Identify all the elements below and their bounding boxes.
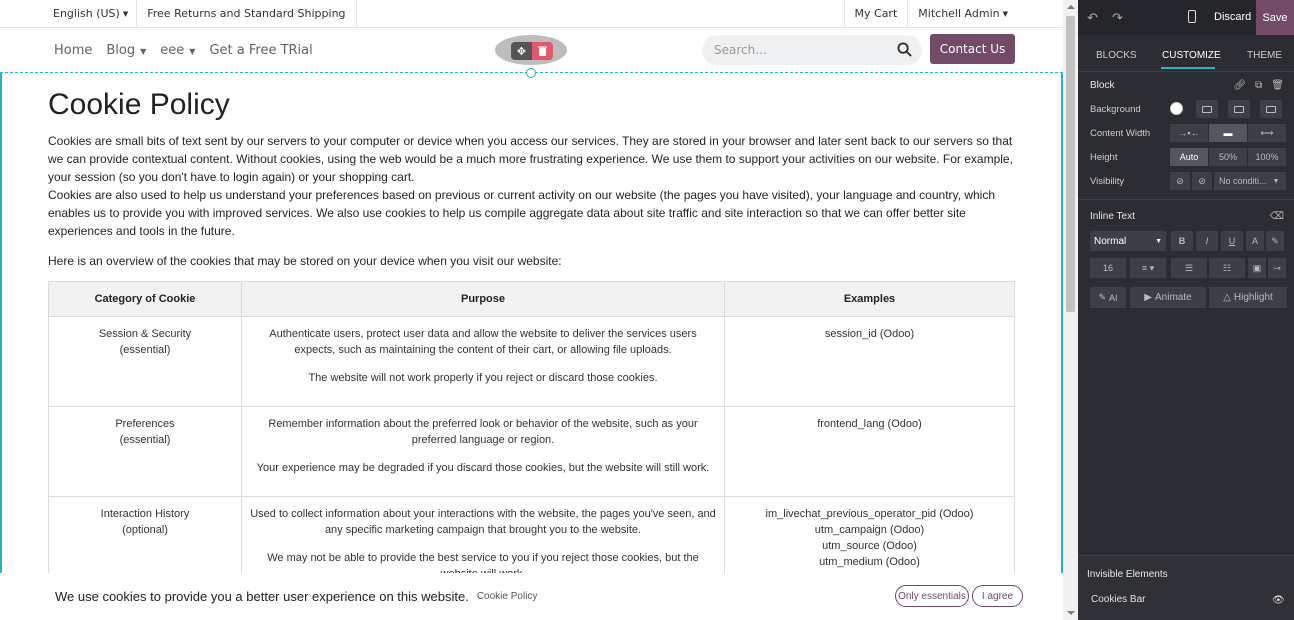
my-cart-link[interactable]: My Cart	[844, 0, 908, 28]
search-icon[interactable]	[897, 42, 912, 57]
table-row	[49, 407, 1015, 497]
highlight-color-icon[interactable]: ✎	[1266, 231, 1284, 251]
top-bar	[0, 0, 1063, 28]
search-input[interactable]: Search...	[714, 43, 767, 57]
nav-blog[interactable]	[106, 43, 146, 58]
category-cell	[49, 317, 242, 407]
user-name: Mitchell Admin	[918, 7, 1000, 20]
example-item: im_livechat_previous_operator_pid (Odoo)	[765, 508, 974, 520]
height-label: Height	[1090, 151, 1118, 163]
width-full-icon[interactable]: ⟷	[1248, 124, 1286, 142]
redo-icon[interactable]: ↷	[1112, 10, 1123, 25]
caret-down-icon: ▼	[1272, 177, 1280, 185]
tab-customize[interactable]: CUSTOMIZE	[1162, 50, 1221, 61]
cookie-policy-link[interactable]: Cookie Policy	[476, 591, 538, 602]
content-width-option	[1078, 121, 1294, 145]
text-format-row	[1078, 228, 1294, 255]
category-note: (optional)	[122, 524, 168, 536]
invisible-item-cookies-bar[interactable]: Cookies Bar	[1091, 594, 1146, 605]
scroll-up-arrow-icon[interactable]	[1067, 5, 1075, 9]
undo-icon[interactable]: ↶	[1087, 10, 1098, 25]
visibility-option	[1078, 169, 1294, 193]
caret-down-icon: ▼	[1002, 9, 1008, 18]
highlight-icon: △	[1223, 292, 1231, 303]
search-bar[interactable]	[702, 35, 922, 65]
examples-cell	[725, 407, 1015, 497]
only-essentials-button[interactable]: Only essentials	[895, 585, 969, 607]
language-label: English (US)	[53, 7, 120, 20]
category-note: (essential)	[119, 344, 171, 356]
text-paragraph-row	[1078, 255, 1294, 282]
language-selector[interactable]	[0, 0, 137, 28]
ai-label: AI	[1109, 292, 1118, 303]
magic-wand-icon: ✎	[1098, 292, 1107, 302]
nav-blog-label: Blog	[106, 42, 136, 58]
scroll-down-arrow-icon[interactable]	[1067, 611, 1075, 615]
overview-paragraph[interactable]: Here is an overview of the cookies that may be stored on your device when you visit our website:	[48, 254, 562, 268]
ai-button[interactable]	[1090, 287, 1126, 308]
logo-overlay-tools	[511, 42, 553, 60]
play-icon: ▶	[1144, 292, 1152, 303]
intro-paragraph-2[interactable]: Cookies are also used to help us understand your preferences based on previous or current activity on our website (the pages you have visited), your language and country, which enables us to provide you with improved services. We also use cookies to help us compile aggregate data about site traffic and site interaction so that we can offer better site experiences and tools in the future.	[48, 188, 995, 238]
cookie-consent-bar	[0, 573, 1063, 620]
caret-down-icon: ▼	[140, 46, 147, 56]
nav-eee[interactable]	[160, 43, 195, 58]
visibility-select[interactable]	[1214, 172, 1286, 190]
visibility-value: No conditi...	[1219, 176, 1267, 186]
animate-button[interactable]	[1130, 287, 1206, 308]
active-tab-indicator	[1161, 67, 1215, 69]
column-header: Examples	[725, 282, 1015, 317]
nav-eee-label: eee	[160, 42, 185, 58]
example-item: session_id (Odoo)	[824, 328, 915, 340]
text-style-select[interactable]	[1090, 231, 1166, 251]
example-item: utm_medium (Odoo)	[819, 556, 920, 568]
category-name: Session & Security	[98, 328, 192, 340]
example-item: utm_campaign (Odoo)	[814, 524, 925, 536]
highlight-label: Highlight	[1233, 292, 1273, 303]
cookie-message: We use cookies to provide you a better user experience on this website.	[55, 589, 469, 604]
align-select-icon[interactable]: ≡ ▾	[1130, 258, 1166, 278]
underline-button[interactable]: U	[1221, 231, 1243, 251]
invisible-elements-title: Invisible Elements	[1087, 569, 1168, 580]
bold-button[interactable]: B	[1171, 231, 1193, 251]
italic-button[interactable]: I	[1196, 231, 1218, 251]
nav-home[interactable]: Home	[54, 42, 93, 58]
highlight-button[interactable]	[1209, 287, 1287, 308]
scrollbar-thumb[interactable]	[1066, 16, 1075, 312]
tab-blocks[interactable]: BLOCKS	[1096, 50, 1137, 61]
table-header-row	[49, 282, 1015, 317]
save-button[interactable]: Save	[1256, 0, 1294, 35]
purpose-text: Remember information about the preferred look or behavior of the website, such as your preferred language or region.	[268, 418, 698, 446]
caret-down-icon: ▼	[1155, 237, 1162, 245]
invisible-elements-panel	[1078, 555, 1294, 620]
purpose-text: Used to collect information about your interactions with the website, the pages you've seen, and any specific marketing campaign that brought you to the website.	[250, 508, 716, 536]
column-header: Category of Cookie	[49, 282, 242, 317]
text-style-value: Normal	[1094, 235, 1127, 247]
i-agree-button[interactable]: I agree	[972, 585, 1023, 607]
text-tools-row	[1078, 282, 1294, 312]
page-title: Cookie Policy	[48, 88, 230, 121]
trash-icon[interactable]: 🗑︎	[1271, 80, 1284, 91]
numbered-list-icon[interactable]: ☷	[1209, 258, 1245, 278]
inline-text-title: Inline Text	[1090, 210, 1135, 222]
link-icon[interactable]: ⊸	[1268, 258, 1286, 278]
purpose-text: Authenticate users, protect user data and allow the website to deliver the services users expects, such as maintaining the content of their cart, or allowing file uploads.	[269, 328, 697, 356]
promo-text: Free Returns and Standard Shipping	[137, 0, 356, 28]
bullet-list-icon[interactable]: ☰	[1171, 258, 1207, 278]
block-section-header	[1078, 73, 1294, 97]
text-color-icon[interactable]: A	[1246, 231, 1264, 251]
editor-toolbar	[1078, 0, 1294, 35]
contact-us-button[interactable]: Contact Us	[930, 34, 1015, 64]
eraser-icon[interactable]: ⌫	[1269, 211, 1284, 222]
user-menu[interactable]	[907, 0, 1063, 28]
background-shape-icon[interactable]	[1260, 100, 1282, 118]
trash-icon[interactable]	[532, 42, 553, 60]
caret-down-icon: ▼	[189, 46, 196, 56]
purpose-note: The website will not work properly if you reject or discard those cookies.	[308, 372, 658, 384]
column-header: Purpose	[242, 282, 725, 317]
purpose-cell	[242, 317, 725, 407]
table-row	[49, 317, 1015, 407]
background-color-swatch[interactable]	[1170, 102, 1183, 115]
visibility-label: Visibility	[1090, 175, 1125, 187]
discard-button[interactable]: Discard	[1214, 11, 1252, 23]
cookie-table	[48, 281, 1015, 592]
width-regular-icon[interactable]: ▬	[1209, 124, 1247, 142]
editor-panel	[1078, 0, 1294, 620]
category-cell	[49, 407, 242, 497]
animate-label: Animate	[1155, 292, 1192, 303]
content-width-label: Content Width	[1090, 127, 1151, 139]
purpose-note: Your experience may be degraded if you discard those cookies, but the website will still work.	[256, 462, 710, 474]
nav-free-trial[interactable]: Get a Free TRial	[209, 42, 313, 58]
mobile-preview-icon[interactable]	[1188, 10, 1196, 23]
page-scrollbar[interactable]	[1063, 0, 1078, 620]
hide-desktop-icon[interactable]: ⊘	[1170, 172, 1190, 190]
background-option	[1078, 97, 1294, 121]
height-50-button[interactable]: 50%	[1209, 148, 1247, 166]
background-image-icon[interactable]	[1196, 100, 1218, 118]
inline-text-section-header	[1078, 204, 1294, 228]
purpose-cell	[242, 407, 725, 497]
block-title: Block	[1090, 79, 1115, 91]
font-size-input[interactable]: 16	[1090, 258, 1126, 278]
example-item: utm_source (Odoo)	[822, 540, 917, 552]
intro-paragraph-1[interactable]: Cookies are small bits of text sent by our servers to your computer or device when you access our services. They are stored in your browser and later sent back to our servers so that we can provide contextual content. Without cookies, using the web would be a much more frustrating experience. We use them to support your activities on our website. For example, your session (so you don't have to login again) or your shopping cart.	[48, 134, 1013, 184]
category-note: (essential)	[119, 434, 171, 446]
divider	[1078, 199, 1294, 200]
height-option	[1078, 145, 1294, 169]
width-small-icon[interactable]: →▪←	[1170, 124, 1208, 142]
height-100-button[interactable]: 100%	[1248, 148, 1286, 166]
category-name: Interaction History	[100, 508, 190, 520]
main-navbar	[0, 28, 1063, 72]
purpose-note: We may not be able to provide the best service to you if you reject those cookies, but the	[267, 552, 699, 564]
example-item: frontend_lang (Odoo)	[817, 418, 922, 430]
editor-tabs	[1078, 35, 1294, 72]
tab-theme[interactable]: THEME	[1247, 50, 1282, 61]
background-label: Background	[1090, 103, 1141, 115]
background-video-icon[interactable]	[1228, 100, 1250, 118]
height-auto-button[interactable]: Auto	[1170, 148, 1208, 166]
duplicate-icon[interactable]: ⧉	[1255, 80, 1263, 91]
hide-mobile-icon[interactable]: ⊘	[1192, 172, 1212, 190]
move-handle-icon[interactable]: ✥	[511, 42, 532, 60]
cookie-policy-content	[48, 88, 1016, 270]
image-icon[interactable]: ▣	[1248, 258, 1266, 278]
caret-down-icon: ▼	[122, 9, 129, 18]
eye-icon[interactable]: 👁︎	[1272, 595, 1285, 606]
examples-cell	[725, 317, 1015, 407]
category-name: Preferences	[115, 418, 175, 430]
link-icon[interactable]: 🔗︎	[1233, 80, 1247, 91]
resize-handle[interactable]	[526, 68, 536, 78]
